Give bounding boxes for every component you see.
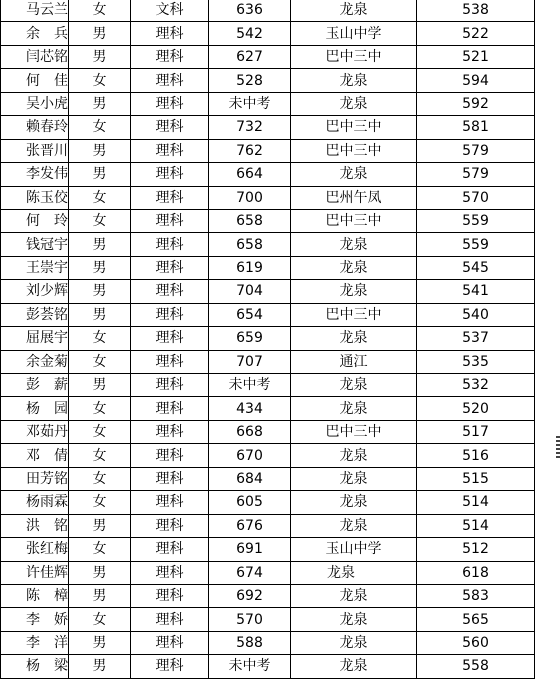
score-cell: 535 <box>417 350 535 373</box>
name-cell: 洪 铭 <box>1 514 69 537</box>
name-cell: 吴小虎 <box>1 92 69 115</box>
school-cell: 龙泉 <box>291 631 417 654</box>
name-cell: 邓 倩 <box>1 444 69 467</box>
score-cell: 517 <box>417 420 535 443</box>
exam-score-cell: 528 <box>209 69 291 92</box>
exam-score-cell: 707 <box>209 350 291 373</box>
exam-score-cell: 未中考 <box>209 655 291 678</box>
track-cell: 理科 <box>131 584 209 607</box>
track-cell: 理科 <box>131 139 209 162</box>
track-cell: 理科 <box>131 444 209 467</box>
table-row <box>1 327 535 350</box>
score-cell: 583 <box>417 584 535 607</box>
score-cell: 565 <box>417 608 535 631</box>
gender-cell: 男 <box>69 45 131 68</box>
school-cell: 龙泉 <box>291 163 417 186</box>
name-cell: 邓茹丹 <box>1 420 69 443</box>
gender-cell: 女 <box>69 116 131 139</box>
table-row <box>1 116 535 139</box>
exam-score-cell: 未中考 <box>209 374 291 397</box>
school-cell: 巴州午凤 <box>291 186 417 209</box>
name-cell: 王崇宇 <box>1 256 69 279</box>
table-row <box>1 69 535 92</box>
name-cell: 彭 薪 <box>1 374 69 397</box>
table-row <box>1 350 535 373</box>
gender-cell: 男 <box>69 233 131 256</box>
track-cell: 理科 <box>131 514 209 537</box>
score-cell: 592 <box>417 92 535 115</box>
table-row <box>1 163 535 186</box>
exam-score-cell: 668 <box>209 420 291 443</box>
school-cell: 龙泉 <box>291 280 417 303</box>
exam-score-cell: 570 <box>209 608 291 631</box>
name-cell: 赖春玲 <box>1 116 69 139</box>
gender-cell: 男 <box>69 163 131 186</box>
name-cell: 许佳辉 <box>1 561 69 584</box>
school-cell: 巴中三中 <box>291 420 417 443</box>
track-cell: 理科 <box>131 538 209 561</box>
school-cell: 龙泉 <box>291 327 417 350</box>
table-row <box>1 303 535 326</box>
exam-score-cell: 674 <box>209 561 291 584</box>
exam-score-cell: 636 <box>209 0 291 22</box>
score-cell: 541 <box>417 280 535 303</box>
exam-score-cell: 684 <box>209 467 291 490</box>
table-row <box>1 631 535 654</box>
score-cell: 540 <box>417 303 535 326</box>
table-row <box>1 209 535 232</box>
gender-cell: 女 <box>69 444 131 467</box>
track-cell: 理科 <box>131 608 209 631</box>
table-row <box>1 538 535 561</box>
track-cell: 理科 <box>131 561 209 584</box>
name-cell: 何 佳 <box>1 69 69 92</box>
gender-cell: 男 <box>69 280 131 303</box>
score-table-body <box>1 0 535 678</box>
name-cell: 何 玲 <box>1 209 69 232</box>
score-cell: 512 <box>417 538 535 561</box>
exam-score-cell: 627 <box>209 45 291 68</box>
exam-score-cell: 588 <box>209 631 291 654</box>
score-cell: 521 <box>417 45 535 68</box>
school-cell: 通江 <box>291 350 417 373</box>
table-row <box>1 444 535 467</box>
gender-cell: 女 <box>69 209 131 232</box>
track-cell: 理科 <box>131 397 209 420</box>
school-cell: 龙泉 <box>291 584 417 607</box>
track-cell: 理科 <box>131 350 209 373</box>
score-cell: 581 <box>417 116 535 139</box>
gender-cell: 女 <box>69 397 131 420</box>
name-cell: 杨雨霖 <box>1 491 69 514</box>
table-row <box>1 233 535 256</box>
score-cell: 558 <box>417 655 535 678</box>
school-cell: 龙泉 <box>291 444 417 467</box>
track-cell: 理科 <box>131 186 209 209</box>
school-cell: 龙泉 <box>291 374 417 397</box>
name-cell: 张红梅 <box>1 538 69 561</box>
gender-cell: 男 <box>69 303 131 326</box>
track-cell: 理科 <box>131 655 209 678</box>
school-cell: 巴中三中 <box>291 303 417 326</box>
name-cell: 钱冠宇 <box>1 233 69 256</box>
table-row <box>1 22 535 45</box>
school-cell: 龙泉 <box>291 256 417 279</box>
table-row <box>1 514 535 537</box>
score-cell: 570 <box>417 186 535 209</box>
table-row <box>1 397 535 420</box>
gender-cell: 男 <box>69 139 131 162</box>
school-cell: 龙泉 <box>291 233 417 256</box>
gender-cell: 女 <box>69 608 131 631</box>
table-row <box>1 139 535 162</box>
exam-score-cell: 658 <box>209 233 291 256</box>
school-cell: 龙泉 <box>291 514 417 537</box>
school-cell: 玉山中学 <box>291 22 417 45</box>
name-cell: 彭荟铭 <box>1 303 69 326</box>
table-row <box>1 45 535 68</box>
score-cell: 516 <box>417 444 535 467</box>
school-cell: 玉山中学 <box>291 538 417 561</box>
school-cell: 龙泉 <box>291 92 417 115</box>
track-cell: 理科 <box>131 45 209 68</box>
gender-cell: 女 <box>69 491 131 514</box>
score-cell: 559 <box>417 233 535 256</box>
scrollbar-grip[interactable] <box>556 436 560 458</box>
table-row <box>1 256 535 279</box>
name-cell: 田芳铭 <box>1 467 69 490</box>
gender-cell: 女 <box>69 350 131 373</box>
gender-cell: 男 <box>69 631 131 654</box>
exam-score-cell: 700 <box>209 186 291 209</box>
score-cell: 559 <box>417 209 535 232</box>
name-cell: 李 洋 <box>1 631 69 654</box>
gender-cell: 女 <box>69 69 131 92</box>
table-row <box>1 186 535 209</box>
score-cell: 560 <box>417 631 535 654</box>
score-cell: 579 <box>417 163 535 186</box>
school-cell: 巴中三中 <box>291 139 417 162</box>
table-row <box>1 561 535 584</box>
school-cell: 龙泉 <box>291 491 417 514</box>
gender-cell: 男 <box>69 561 131 584</box>
name-cell: 闫芯铭 <box>1 45 69 68</box>
gender-cell: 女 <box>69 327 131 350</box>
name-cell: 刘少辉 <box>1 280 69 303</box>
school-cell: 巴中三中 <box>291 209 417 232</box>
name-cell: 李 娇 <box>1 608 69 631</box>
table-row <box>1 374 535 397</box>
school-cell: 巴中三中 <box>291 45 417 68</box>
track-cell: 理科 <box>131 116 209 139</box>
exam-score-cell: 542 <box>209 22 291 45</box>
table-row <box>1 280 535 303</box>
school-cell: 龙泉 <box>291 561 417 584</box>
exam-score-cell: 未中考 <box>209 92 291 115</box>
score-cell: 514 <box>417 514 535 537</box>
track-cell: 理科 <box>131 374 209 397</box>
track-cell: 理科 <box>131 327 209 350</box>
track-cell: 文科 <box>131 0 209 22</box>
table-row <box>1 655 535 678</box>
exam-score-cell: 670 <box>209 444 291 467</box>
exam-score-cell: 692 <box>209 584 291 607</box>
exam-score-cell: 605 <box>209 491 291 514</box>
gender-cell: 男 <box>69 514 131 537</box>
gender-cell: 女 <box>69 0 131 22</box>
track-cell: 理科 <box>131 256 209 279</box>
gender-cell: 女 <box>69 186 131 209</box>
score-cell: 522 <box>417 22 535 45</box>
name-cell: 陈玉佼 <box>1 186 69 209</box>
exam-score-cell: 434 <box>209 397 291 420</box>
score-cell: 537 <box>417 327 535 350</box>
exam-score-cell: 676 <box>209 514 291 537</box>
name-cell: 余金菊 <box>1 350 69 373</box>
track-cell: 理科 <box>131 209 209 232</box>
gender-cell: 男 <box>69 584 131 607</box>
table-row <box>1 491 535 514</box>
table-row <box>1 0 535 22</box>
table-row <box>1 467 535 490</box>
score-cell: 618 <box>417 561 535 584</box>
name-cell: 李发伟 <box>1 163 69 186</box>
gender-cell: 女 <box>69 420 131 443</box>
name-cell: 陈 樟 <box>1 584 69 607</box>
school-cell: 龙泉 <box>291 69 417 92</box>
score-cell: 520 <box>417 397 535 420</box>
school-cell: 龙泉 <box>291 397 417 420</box>
school-cell: 龙泉 <box>291 655 417 678</box>
name-cell: 张晋川 <box>1 139 69 162</box>
track-cell: 理科 <box>131 491 209 514</box>
school-cell: 龙泉 <box>291 608 417 631</box>
school-cell: 巴中三中 <box>291 116 417 139</box>
table-row <box>1 420 535 443</box>
track-cell: 理科 <box>131 420 209 443</box>
gender-cell: 男 <box>69 92 131 115</box>
gender-cell: 男 <box>69 256 131 279</box>
track-cell: 理科 <box>131 92 209 115</box>
track-cell: 理科 <box>131 280 209 303</box>
table-row <box>1 584 535 607</box>
table-row <box>1 92 535 115</box>
score-cell: 545 <box>417 256 535 279</box>
gender-cell: 女 <box>69 467 131 490</box>
exam-score-cell: 658 <box>209 209 291 232</box>
track-cell: 理科 <box>131 233 209 256</box>
name-cell: 杨 园 <box>1 397 69 420</box>
name-cell: 马云兰 <box>1 0 69 22</box>
exam-score-cell: 704 <box>209 280 291 303</box>
score-cell: 579 <box>417 139 535 162</box>
name-cell: 杨 梁 <box>1 655 69 678</box>
score-cell: 538 <box>417 0 535 22</box>
score-cell: 532 <box>417 374 535 397</box>
school-cell: 龙泉 <box>291 467 417 490</box>
track-cell: 理科 <box>131 22 209 45</box>
gender-cell: 女 <box>69 538 131 561</box>
gender-cell: 男 <box>69 374 131 397</box>
exam-score-cell: 691 <box>209 538 291 561</box>
exam-score-cell: 654 <box>209 303 291 326</box>
score-cell: 514 <box>417 491 535 514</box>
gender-cell: 男 <box>69 22 131 45</box>
exam-score-cell: 664 <box>209 163 291 186</box>
score-cell: 515 <box>417 467 535 490</box>
name-cell: 余 兵 <box>1 22 69 45</box>
track-cell: 理科 <box>131 163 209 186</box>
exam-score-cell: 659 <box>209 327 291 350</box>
exam-score-cell: 762 <box>209 139 291 162</box>
track-cell: 理科 <box>131 467 209 490</box>
exam-score-cell: 732 <box>209 116 291 139</box>
school-cell: 龙泉 <box>291 0 417 22</box>
name-cell: 屈展宇 <box>1 327 69 350</box>
track-cell: 理科 <box>131 303 209 326</box>
table-row <box>1 608 535 631</box>
score-cell: 594 <box>417 69 535 92</box>
track-cell: 理科 <box>131 631 209 654</box>
exam-score-cell: 619 <box>209 256 291 279</box>
track-cell: 理科 <box>131 69 209 92</box>
gender-cell: 男 <box>69 655 131 678</box>
